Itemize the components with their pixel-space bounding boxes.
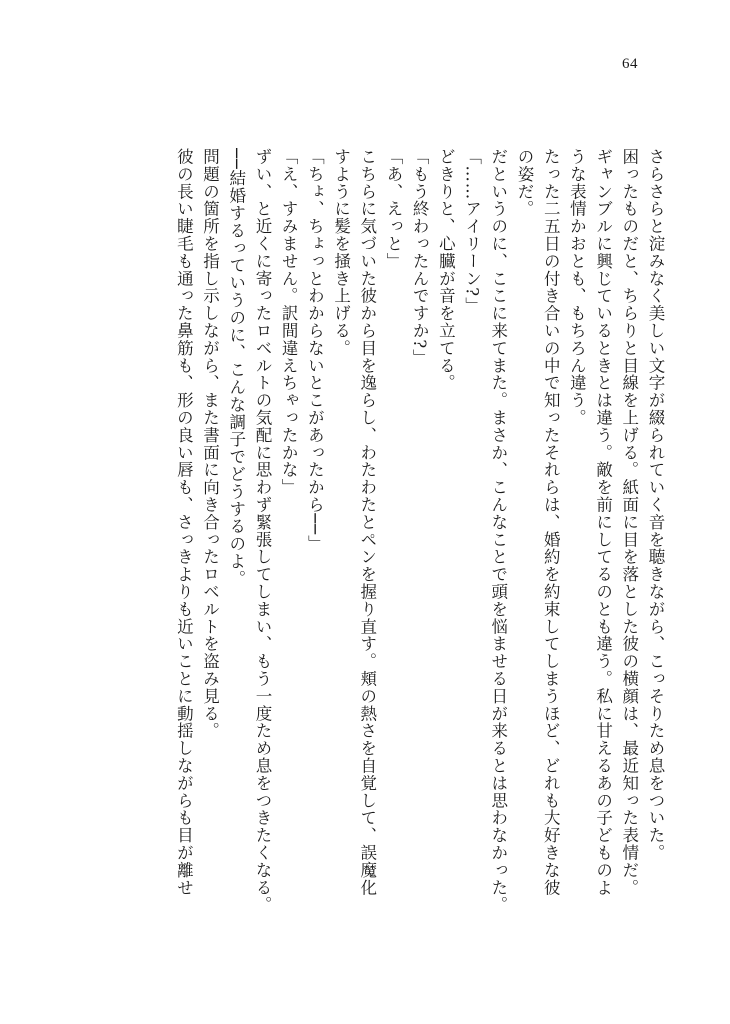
text-line: どきりと、心臓が音を立てる。 [436, 148, 456, 392]
text-line: 「あ、えっと」 [383, 148, 403, 270]
text-line: たった二五日の付き合いの中で知ったそれらは、婚約を約束してしまうほど、どれも大好きな彼 [541, 148, 561, 897]
text-line: すように髪を掻き上げる。 [331, 148, 351, 357]
text-line: 困ったものだと、ちらりと目線を上げる。紙面に目を落とした彼の横顔は、最近知った表情だ。 [619, 148, 639, 897]
text-line: 「え、すみません。訳間違えちゃったかな」 [279, 148, 299, 496]
text-line: 彼の長い睫毛も通った鼻筋も、形の良い唇も、さっきよりも近いことに動揺しながらも目が離せ [174, 148, 194, 897]
text-line: 「もう終わったんですか?」 [410, 148, 430, 367]
text-line: 問題の箇所を指し示しながら、また書面に向き合ったロベルトを盗み見る。 [200, 148, 220, 740]
text-line: 「ちょ、ちょっとわからないとこがあったから──」 [305, 148, 325, 553]
text-line: ずい、と近くに寄ったロベルトの気配に思わず緊張してしまい、もう一度ため息をつきたくなる。 [252, 148, 272, 914]
text-line: ギャンブルに興じているときとは違う。敵を前にしてるのとも違う。私に甘えるあの子どものよ [593, 148, 613, 897]
text-line: うな表情かおとも、もちろん違う。 [567, 148, 587, 427]
text-line: の姿だ。 [514, 148, 534, 218]
vertical-text-body [48, 148, 668, 928]
text-line: だというのに、ここに来てまた。まさか、こんなことで頭を悩ませる日が来るとは思わなかった。 [488, 148, 508, 914]
text-line: さらさらと淀みなく美しい文字が綴られていく音を聴きながら、こっそりため息をついた。 [646, 148, 665, 862]
text-line: こちらに気づいた彼から目を逸らし、わたわたとペンを握り直す。頬の熱さを自覚して、誤魔化 [357, 148, 377, 897]
text-line: ──結婚するっていうのに、こんな調子でどうするのよ。 [226, 148, 246, 588]
page-number: 64 [622, 56, 638, 72]
text-line: 「……アイリーン?」 [462, 148, 482, 315]
